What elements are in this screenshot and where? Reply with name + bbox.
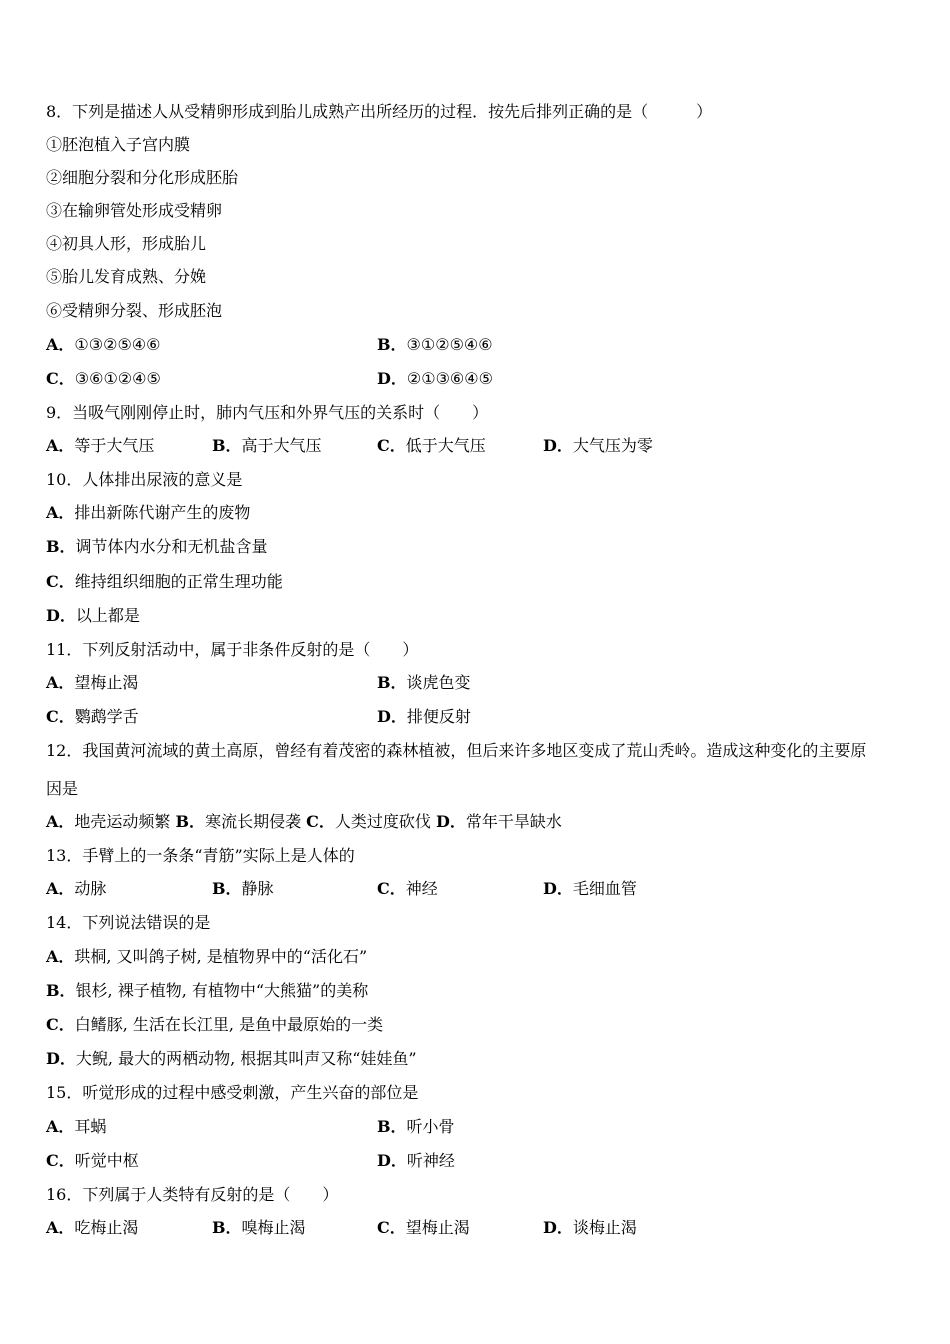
option-text: 白鳍豚, 生活在长江里, 是鱼中最原始的一类 [74, 1015, 384, 1034]
option-letter: D． [46, 606, 76, 625]
question-8-option-b[interactable] [377, 335, 493, 355]
option-letter: C． [46, 707, 75, 726]
question-10-option-b[interactable] [46, 537, 268, 557]
option-letter: A． [46, 1218, 75, 1237]
question-16-option-b[interactable] [212, 1218, 306, 1238]
option-letter: B． [212, 1218, 242, 1237]
question-8-item-1: ①胚泡植入子宫内膜 [46, 135, 191, 154]
option-letter: C． [377, 1218, 406, 1237]
question-12-option-b[interactable] [176, 812, 302, 831]
question-11-option-b[interactable] [377, 673, 471, 693]
question-13-option-c[interactable] [377, 879, 438, 899]
option-text: 望梅止渴 [74, 673, 139, 692]
option-letter: B． [46, 537, 76, 556]
option-letter: C． [46, 572, 75, 591]
question-8-item-4: ④初具人形，形成胎儿 [46, 234, 207, 253]
option-letter: B． [175, 812, 206, 831]
option-letter: A． [46, 1117, 75, 1136]
option-letter: A． [46, 812, 75, 831]
question-9-option-d[interactable] [543, 436, 653, 456]
question-15-option-c[interactable] [46, 1151, 139, 1171]
option-letter: A． [46, 879, 75, 898]
question-10-stem: 10．人体排出尿液的意义是 [46, 470, 243, 489]
question-11-stem: 11．下列反射活动中，属于非条件反射的是（ ） [46, 640, 419, 659]
question-8-option-d[interactable] [377, 369, 493, 389]
option-text: 听觉中枢 [74, 1151, 139, 1170]
option-letter: D． [377, 1151, 407, 1170]
option-text: 谈虎色变 [406, 673, 471, 692]
question-8-option-a[interactable] [46, 335, 160, 355]
option-letter: B． [46, 981, 76, 1000]
option-text: 大鲵, 最大的两栖动物, 根据其叫声又称“娃娃鱼” [75, 1049, 417, 1068]
question-8-option-c[interactable] [46, 369, 161, 389]
question-12-stem-line-1: 12．我国黄河流域的黄土高原，曾经有着茂密的森林植被，但后来许多地区变成了荒山秃岭。造成这种变化的主要原 [46, 741, 867, 760]
question-14-option-d[interactable] [46, 1049, 417, 1069]
question-14-stem: 14．下列说法错误的是 [46, 913, 211, 932]
question-9-option-b[interactable] [212, 436, 322, 456]
option-text: 常年干旱缺水 [465, 812, 562, 831]
option-text: 低于大气压 [405, 436, 486, 455]
question-15-option-b[interactable] [377, 1117, 455, 1137]
option-letter: B． [212, 436, 242, 455]
question-13-option-d[interactable] [543, 879, 637, 899]
question-11-option-c[interactable] [46, 707, 139, 727]
question-11-option-a[interactable] [46, 673, 138, 693]
question-8-item-6: ⑥受精卵分裂、形成胚泡 [46, 301, 223, 320]
question-14-option-b[interactable] [46, 981, 368, 1001]
option-text: 地壳运动频繁 [74, 812, 171, 831]
question-12-stem-line-2: 因是 [46, 779, 79, 798]
question-15-option-d[interactable] [377, 1151, 455, 1171]
option-text: 鹦鹉学舌 [74, 707, 139, 726]
option-text: 排出新陈代谢产生的废物 [74, 503, 251, 522]
option-text: 听小骨 [406, 1117, 455, 1136]
option-text: 大气压为零 [572, 436, 653, 455]
option-text: 银杉, 裸子植物, 有植物中“大熊猫”的美称 [75, 981, 369, 1000]
question-16-stem: 16．下列属于人类特有反射的是（ ） [46, 1185, 339, 1204]
option-text: 排便反射 [406, 707, 471, 726]
option-text: 寒流长期侵袭 [205, 812, 302, 831]
option-letter: D． [436, 812, 466, 831]
question-15-stem: 15．听觉形成的过程中感受刺激，产生兴奋的部位是 [46, 1083, 419, 1102]
question-10-option-a[interactable] [46, 503, 250, 523]
option-text: 谈梅止渴 [572, 1218, 637, 1237]
question-16-option-d[interactable] [543, 1218, 637, 1238]
option-letter: B． [377, 1117, 407, 1136]
option-letter: D． [377, 369, 407, 388]
question-12-option-c[interactable] [306, 812, 431, 831]
option-text: 动脉 [74, 879, 107, 898]
option-text: 毛细血管 [572, 879, 637, 898]
option-text: ③①②⑤④⑥ [406, 335, 493, 354]
question-11-option-d[interactable] [377, 707, 471, 727]
option-letter: C． [46, 369, 75, 388]
question-12-options [46, 812, 562, 832]
option-letter: B． [212, 879, 242, 898]
option-text: 耳蜗 [74, 1117, 107, 1136]
option-letter: A． [46, 947, 75, 966]
option-text: 听神经 [406, 1151, 455, 1170]
option-text: 以上都是 [75, 606, 140, 625]
option-letter: B． [377, 335, 407, 354]
option-letter: D． [377, 707, 407, 726]
question-8-item-2: ②细胞分裂和分化形成胚胎 [46, 168, 239, 187]
option-letter: D． [46, 1049, 76, 1068]
option-letter: A． [46, 436, 75, 455]
option-letter: A． [46, 673, 75, 692]
option-text: ①③②⑤④⑥ [74, 335, 161, 354]
option-letter: D． [543, 1218, 573, 1237]
option-text: 高于大气压 [241, 436, 322, 455]
option-text: 嗅梅止渴 [241, 1218, 306, 1237]
option-letter: A． [46, 503, 75, 522]
question-14-option-a[interactable] [46, 947, 367, 967]
option-text: 望梅止渴 [405, 1218, 470, 1237]
option-text: 调节体内水分和无机盐含量 [75, 537, 268, 556]
option-letter: C． [377, 436, 406, 455]
question-8-item-5: ⑤胎儿发育成熟、分娩 [46, 267, 207, 286]
option-text: 维持组织细胞的正常生理功能 [74, 572, 283, 591]
question-12-option-a[interactable] [46, 812, 170, 831]
option-text: 神经 [405, 879, 438, 898]
question-8-stem: 8．下列是描述人从受精卵形成到胎儿成熟产出所经历的过程．按先后排列正确的是（ ） [46, 102, 713, 121]
option-text: 人类过度砍伐 [334, 812, 431, 831]
question-13-option-a[interactable] [46, 879, 106, 899]
question-10-option-d[interactable] [46, 606, 140, 626]
option-letter: D． [543, 436, 573, 455]
question-9-option-a[interactable] [46, 436, 154, 456]
option-text: 等于大气压 [74, 436, 155, 455]
option-letter: C． [46, 1151, 75, 1170]
option-text: ③⑥①②④⑤ [74, 369, 161, 388]
option-letter: C． [377, 879, 406, 898]
option-letter: D． [543, 879, 573, 898]
question-16-option-a[interactable] [46, 1218, 138, 1238]
question-12-option-d[interactable] [436, 812, 562, 831]
question-9-stem: 9．当吸气刚刚停止时，肺内气压和外界气压的关系时（ ） [46, 403, 489, 422]
question-15-option-a[interactable] [46, 1117, 106, 1137]
question-8-item-3: ③在输卵管处形成受精卵 [46, 201, 223, 220]
option-letter: A． [46, 335, 75, 354]
question-16-option-c[interactable] [377, 1218, 470, 1238]
question-9-option-c[interactable] [377, 436, 486, 456]
option-letter: B． [377, 673, 407, 692]
question-10-option-c[interactable] [46, 572, 283, 592]
question-13-option-b[interactable] [212, 879, 274, 899]
option-letter: C． [306, 812, 335, 831]
option-text: 吃梅止渴 [74, 1218, 139, 1237]
option-text: 珙桐, 又叫鸽子树, 是植物界中的“活化石” [74, 947, 368, 966]
question-14-option-c[interactable] [46, 1015, 383, 1035]
option-letter: C． [46, 1015, 75, 1034]
question-13-stem: 13．手臂上的一条条“青筋”实际上是人体的 [46, 846, 355, 865]
option-text: ②①③⑥④⑤ [406, 369, 493, 388]
option-text: 静脉 [241, 879, 274, 898]
